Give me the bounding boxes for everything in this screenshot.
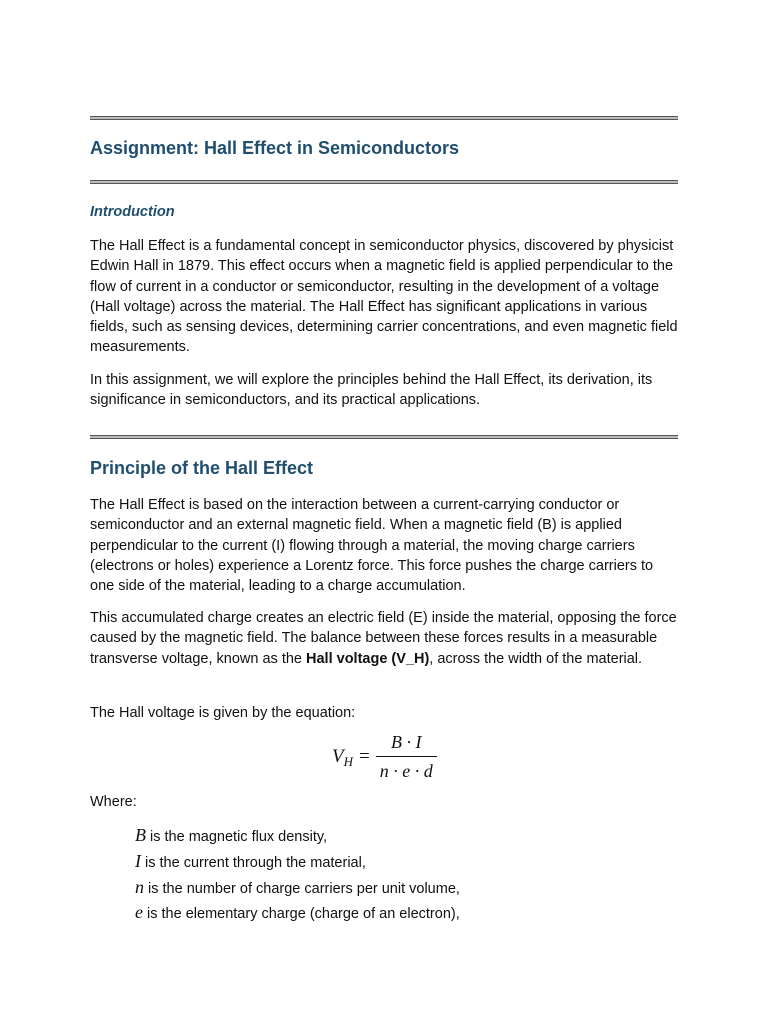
equation-lhs — [332, 746, 353, 768]
equation-numerator: B · I — [390, 732, 422, 752]
variable-item — [135, 876, 460, 902]
equation-equals: = — [359, 746, 370, 767]
equation-lhs-subscript: H — [343, 754, 353, 769]
principle-paragraph-2-part-1: This accumulated charge creates an electric field (E) inside the material, opposing the force caused by the magnetic field. The balance between these forces results in a measurable transverse voltage, known as the — [90, 610, 677, 667]
variable-symbol: e — [135, 902, 143, 923]
section-heading-introduction: Introduction — [90, 204, 175, 220]
variable-item — [135, 901, 460, 927]
section-heading-principle: Principle of the Hall Effect — [90, 458, 314, 478]
variable-description: is the magnetic flux density, — [146, 829, 328, 845]
principle-paragraph-2 — [90, 608, 678, 669]
intro-paragraph-1: The Hall Effect is a fundamental concept in semiconductor physics, discovered by physicist Edwin Hall in 1879. This effect occurs when a magnetic field is applied perpendicular to the flow of current in a conductor or semiconductor, resulting in the development of a voltage (Hall voltage) across the material. The Hall Effect has significant applications in various fields, such as sensing devices, determining carrier concentrations, and even magnetic field measurements. — [90, 238, 678, 356]
equation-fraction — [376, 732, 437, 782]
intro-paragraph-2: In this assignment, we will explore the principles behind the Hall Effect, its derivation, its significance in semiconductors, and its practical applications. — [90, 372, 653, 409]
horizontal-rule-before-principle — [90, 435, 678, 439]
variable-list — [135, 824, 460, 927]
hall-voltage-equation — [332, 732, 437, 782]
variable-item — [135, 824, 460, 850]
page-title: Assignment: Hall Effect in Semiconductors — [90, 138, 460, 158]
equation-denominator: n · e · d — [379, 761, 433, 781]
variable-symbol: B — [135, 825, 146, 845]
principle-paragraph-1: The Hall Effect is based on the interaction between a current-carrying conductor or semiconductor and an external magnetic field. When a magnetic field (B) is applied perpendicular to the current (I) flowing through a material, the moving charge carriers (electrons or holes) experience a Lorentz force. This force pushes the charge carriers to one side of the material, leading to a charge accumulation. — [90, 497, 654, 595]
horizontal-rule-top — [90, 116, 678, 120]
variable-item — [135, 850, 460, 876]
variable-description: is the elementary charge (charge of an electron), — [143, 906, 460, 923]
variable-description: is the number of charge carriers per unit volume, — [144, 880, 460, 897]
principle-paragraph-2-part-2: , across the width of the material. — [429, 650, 643, 667]
where-label: Where: — [90, 794, 137, 810]
hall-voltage-term: Hall voltage (V_H) — [306, 650, 430, 667]
equation-intro-text: The Hall voltage is given by the equation: — [90, 705, 356, 721]
variable-description: is the current through the material, — [141, 854, 366, 871]
horizontal-rule-after-title — [90, 180, 678, 184]
variable-symbol: I — [135, 850, 141, 871]
variable-symbol: n — [135, 876, 144, 897]
equation-lhs-symbol: V — [332, 746, 344, 767]
